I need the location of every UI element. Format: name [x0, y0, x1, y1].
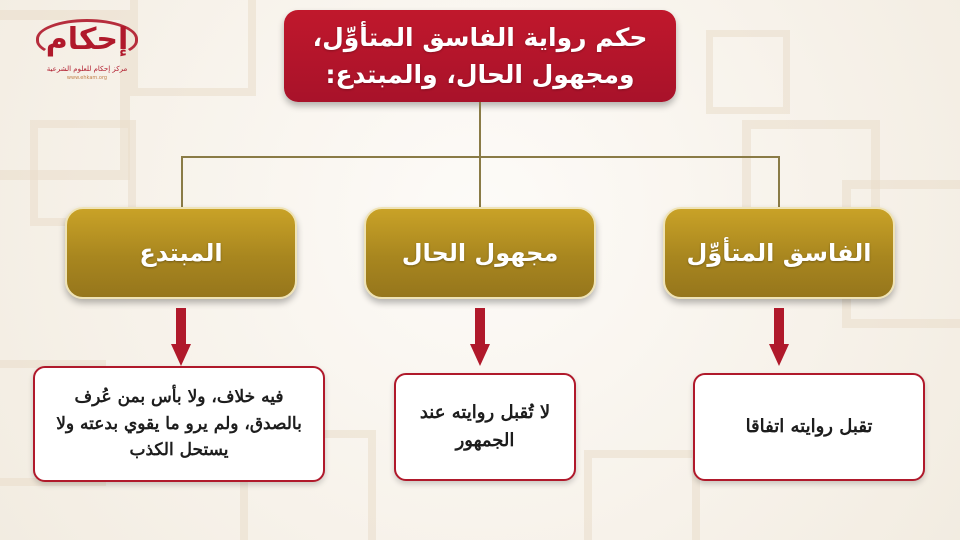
decorative-pattern: [130, 0, 256, 96]
arrow-down-icon: [769, 308, 789, 366]
node-fasiq-mutaawwil[interactable]: [663, 207, 895, 299]
decorative-pattern: [584, 450, 700, 540]
node-mubtadi[interactable]: [65, 207, 297, 299]
result-fasiq-mutaawwil: [693, 373, 925, 481]
logo-subtitle: مركز إحكام للعلوم الشرعية: [46, 65, 128, 73]
result-majhool-al-hal-text: لا تُقبل روايته عند الجمهور: [419, 402, 551, 451]
connector-to-node-3: [181, 156, 183, 208]
result-fasiq-mutaawwil-text: تقبل روايته اتفاقا: [745, 416, 873, 438]
diagram-title-text: حكم رواية الفاسق المتأوِّل، ومجهول الحال، والمبتدع:: [312, 22, 648, 89]
connector-to-node-1: [778, 156, 780, 208]
arrow-down-icon: [171, 308, 191, 366]
result-mubtadi-text: فيه خلاف، ولا بأس بمن عُرف بالصدق، ولم يرو ما يقوي بدعته ولا يستحل الكذب: [56, 387, 302, 461]
decorative-pattern: [0, 10, 130, 180]
result-mubtadi: [33, 366, 325, 482]
logo-wordmark: إحكام: [45, 22, 129, 57]
arrow-down-icon: [470, 308, 490, 366]
logo-website: www.ehkam.org: [66, 75, 108, 81]
diagram-title: [284, 10, 676, 102]
node-majhool-al-hal[interactable]: [364, 207, 596, 299]
brand-logo: [22, 14, 152, 92]
connector-to-node-2: [479, 156, 481, 208]
result-majhool-al-hal: [394, 373, 576, 481]
decorative-pattern: [706, 30, 790, 114]
connector-title-to-bus: [479, 102, 481, 158]
node-fasiq-mutaawwil-label: الفاسق المتأوِّل: [686, 239, 872, 267]
node-mubtadi-label: المبتدع: [139, 239, 223, 267]
node-majhool-al-hal-label: مجهول الحال: [401, 239, 559, 267]
